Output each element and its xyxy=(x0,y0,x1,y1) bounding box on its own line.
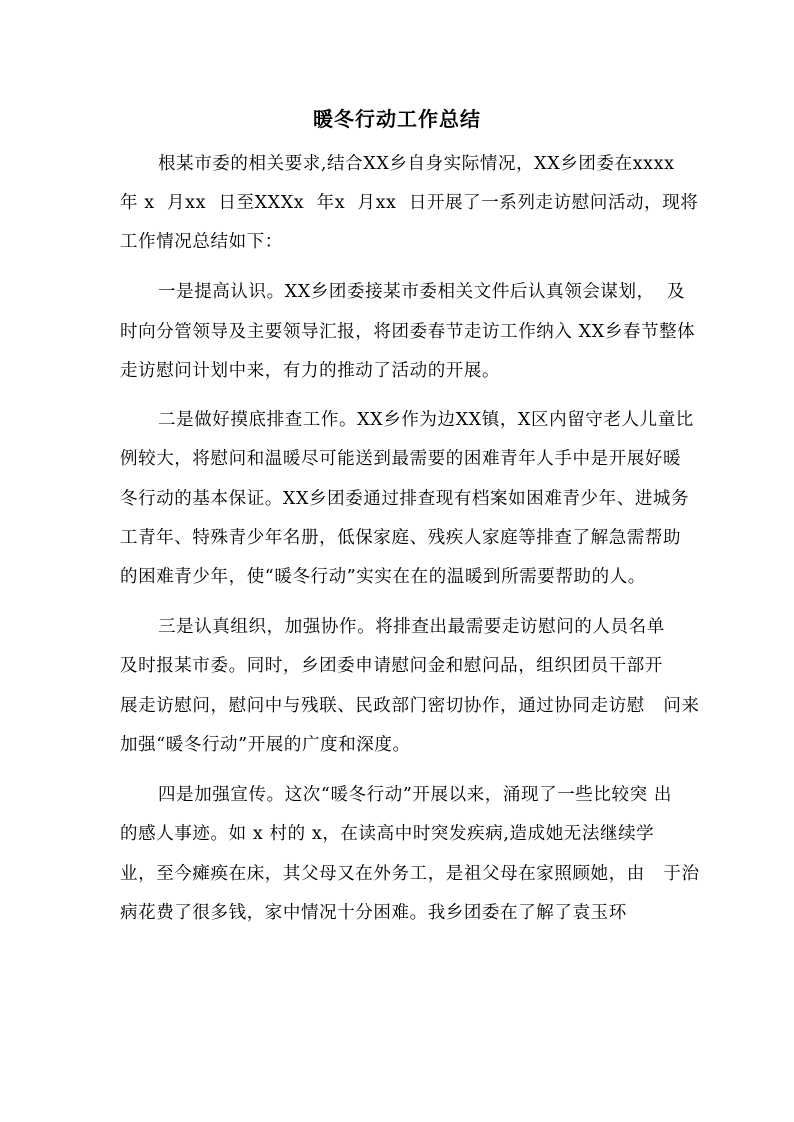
paragraph-5-line-3: 业，至今瘫痪在床，其父母又在外务工，是祖父母在家照顾她，由 于治 xyxy=(120,864,700,884)
paragraph-4-line-4: 加强“暖冬行动”开展的广度和深度。 xyxy=(120,735,411,755)
paragraph-2-line-1: 一是提高认识。XX乡团委接某市委相关文件后认真领会谋划， 及 xyxy=(158,282,686,302)
paragraph-3-line-2: 例较大，将慰问和温暖尽可能送到最需要的困难青年人手中是开展好暖 xyxy=(120,449,682,469)
paragraph-5-line-2: 的感人事迹。如 x 村的 x，在读高中时突发疾病,造成她无法继续学 xyxy=(120,824,655,844)
paragraph-3-line-4: 工青年、特殊青少年名册，低保家庭、残疾人家庭等排查了解急需帮助 xyxy=(120,528,682,548)
paragraph-2-line-2: 时向分管领导及主要领导汇报，将团委春节走访工作纳入 XX乡春节整体 xyxy=(120,322,696,342)
document-title: 暖冬行动工作总结 xyxy=(313,107,481,131)
paragraph-4-line-2: 及时报某市委。同时，乡团委申请慰问金和慰问品，组织团员干部开 xyxy=(120,656,663,676)
paragraph-5-line-4: 病花费了很多钱，家中情况十分困难。我乡团委在了解了袁玉环 xyxy=(120,903,627,923)
paragraph-3-line-3: 冬行动的基本保证。XX乡团委通过排查现有档案如困难青少年、进城务 xyxy=(120,489,690,509)
paragraph-3-line-5: 的困难青少年，使“暖冬行动”实实在在的温暖到所需要帮助的人。 xyxy=(120,567,646,587)
paragraph-4-line-3: 展走访慰问，慰问中与残联、民政部门密切协作，通过协同走访慰 问来 xyxy=(120,696,700,716)
paragraph-1-line-1: 根某市委的相关要求,结合XX乡自身实际情况，XX乡团委在xxxx xyxy=(158,154,675,174)
paragraph-3-line-1: 二是做好摸底排查工作。XX乡作为边XX镇，X区内留守老人儿童比 xyxy=(158,410,694,430)
paragraph-1-line-2: 年 x 月xx 日至XXXx 年x 月xx 日开展了一系列走访慰问活动，现将 xyxy=(120,193,699,213)
paragraph-4-line-1: 三是认真组织，加强协作。将排查出最需要走访慰问的人员名单 xyxy=(158,617,665,637)
paragraph-2-line-3: 走访慰问计划中来，有力的推动了活动的开展。 xyxy=(120,361,501,381)
paragraph-5-line-1: 四是加强宣传。这次“暖冬行动”开展以来，涌现了一些比较突 出 xyxy=(158,785,672,805)
paragraph-1-line-3: 工作情况总结如下： xyxy=(120,232,283,252)
